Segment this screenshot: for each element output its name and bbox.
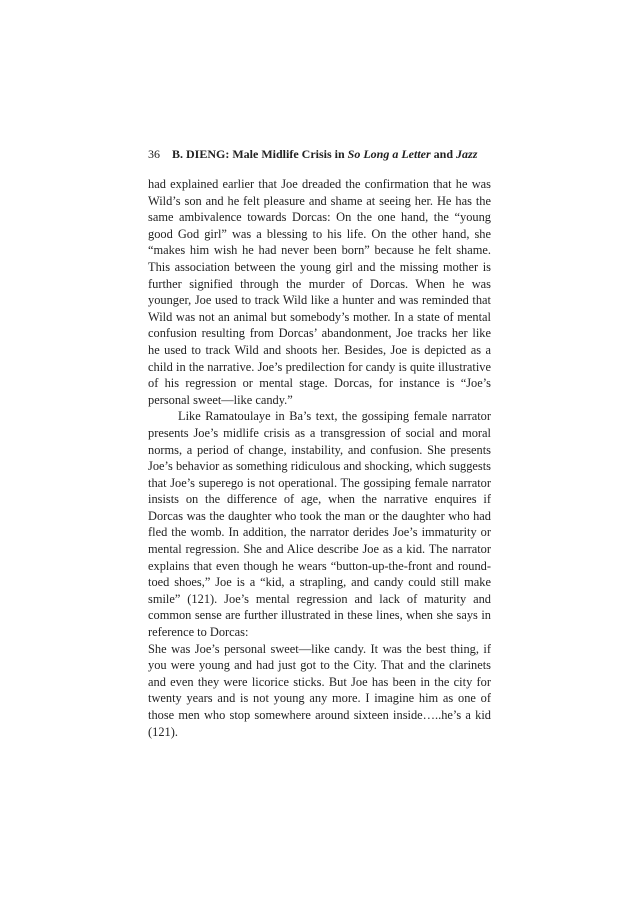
running-head-title-2: Jazz — [456, 147, 478, 161]
running-head-title-1: So Long a Letter — [347, 147, 431, 161]
running-head — [148, 146, 508, 162]
body-text — [148, 176, 491, 740]
running-head-author: B. DIENG: Male Midlife Crisis in — [172, 147, 348, 161]
page-number: 36 — [148, 147, 160, 161]
running-head-conjunction: and — [430, 147, 457, 161]
paragraph: had explained earlier that Joe dreaded the confirmation that he was Wild’s son and he felt pleasure and shame at seeing her. He has the same ambivalence towards Dorcas: On the one hand, the “young good God girl” was a blessing to his life. On the other hand, she “makes him wish he had never been born” because he felt shame. This association between the young girl and the missing mother is further signified through the murder of Dorcas. When he was younger, Joe used to track Wild like a hunter and was reminded that Wild was not an animal but somebody’s mother. In a state of mental confusion resulting from Dorcas’ abandonment, Joe tracks her like he used to track Wild and shoots her. Besides, Joe is depicted as a child in the narrative. Joe’s predilection for candy is quite illustrative of his regression or mental stage. Dorcas, for instance is “Joe’s personal sweet—like candy.” — [148, 177, 491, 407]
paragraph: Like Ramatoulaye in Ba’s text, the gossiping female narrator presents Joe’s midlife crisis as a transgression of social and moral norms, a period of change, instability, and confusion. She presents Joe’s behavior as something ridiculous and shocking, which suggests that Joe’s superego is not operational. The gossiping female narrator insists on the difference of age, when the narrative enquires if Dorcas was the daughter who took the man or the daughter who had fled the womb. In addition, the narrator derides Joe’s immaturity or mental regression. She and Alice describe Joe as a kid. The narrator explains that even though he wears “button-up-the-front and round-toed shoes,” Joe is a “kid, a strapling, and candy could still make smile” (121). Joe’s mental regression and lack of maturity and common sense are further illustrated in these lines, when she says in reference to Dorcas: — [148, 409, 491, 640]
block-quote: She was Joe’s personal sweet—like candy. It was the best thing, if you were young and had just got to the City. That and the clarinets and even they were licorice sticks. But Joe has been in the city for twenty years and is not young any more. I imagine him as one of those men who stop somewhere around sixteen inside…..he’s a kid (121). — [148, 641, 491, 739]
